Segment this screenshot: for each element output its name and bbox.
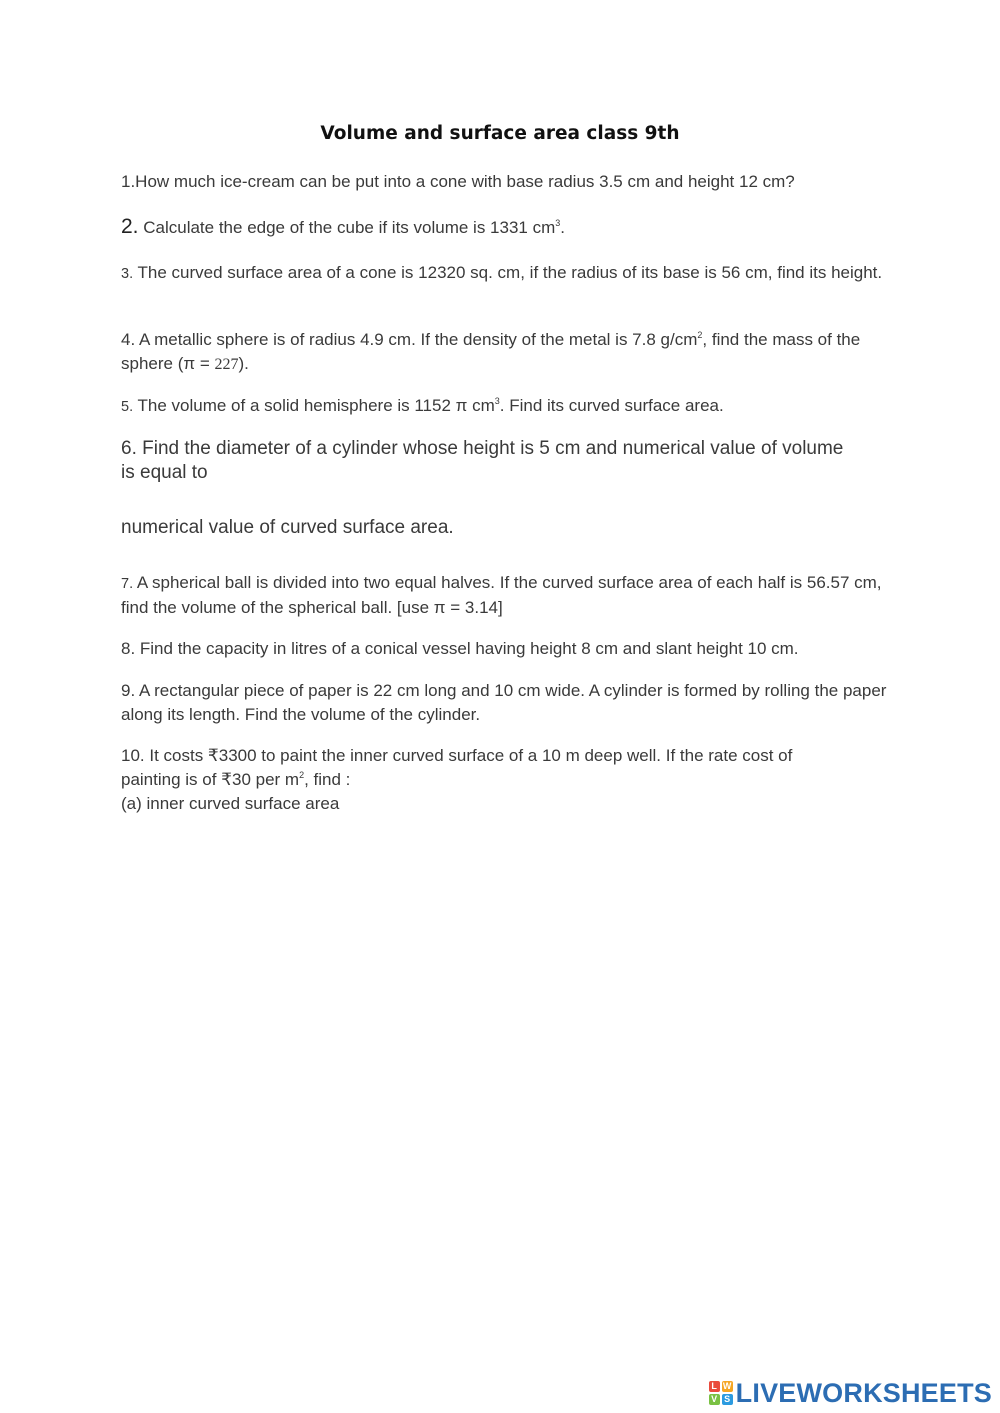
- question-4-end: ).: [238, 354, 249, 373]
- question-9-text: 9. A rectangular piece of paper is 22 cm long and 10 cm wide. A cylinder is formed by rolling the paper along its length. Find the volume of the cylinder.: [121, 681, 887, 724]
- logo-mark-tile: V: [709, 1394, 720, 1405]
- liveworksheets-logo: [709, 1378, 992, 1408]
- question-10: [121, 744, 891, 816]
- question-9: [121, 679, 891, 727]
- question-6-line-2: numerical value of curved surface area.: [121, 517, 454, 538]
- question-2: [121, 215, 891, 240]
- question-4: [121, 328, 891, 377]
- logo-mark-tile: S: [722, 1394, 733, 1405]
- question-2-end: .: [560, 218, 565, 237]
- question-3-number: 3.: [121, 266, 134, 282]
- question-10-line-2b: , find :: [304, 770, 351, 789]
- question-5-superscript: 3: [494, 396, 500, 406]
- question-6-line-1: 6. Find the diameter of a cylinder whose height is 5 cm and numerical value of volume is equal to: [121, 438, 844, 483]
- question-4-superscript: 2: [697, 330, 703, 340]
- question-7-text: A spherical ball is divided into two equal halves. If the curved surface area of each half is 56.57 cm, find the volume of the spherical ball. [use π = 3.14]: [121, 573, 882, 617]
- question-8: [121, 637, 891, 661]
- question-2-superscript: 3: [555, 218, 561, 228]
- question-6-continued: [121, 516, 891, 540]
- page-title: Volume and surface area class 9th: [320, 123, 680, 144]
- question-5-text: The volume of a solid hemisphere is 1152 π cm: [133, 396, 495, 415]
- logo-text: LIVEWORKSHEETS: [735, 1377, 992, 1408]
- question-4-text-2: , find the mass of the sphere (π =: [121, 330, 861, 373]
- logo-mark-tile: W: [722, 1381, 732, 1391]
- question-10-line-2: [121, 768, 891, 792]
- question-5-end: . Find its curved surface area.: [499, 396, 724, 415]
- question-3-text: The curved surface area of a cone is 12320 sq. cm, if the radius of its base is 56 cm, find its height.: [133, 263, 883, 282]
- question-5: [121, 394, 891, 419]
- question-3: [121, 261, 891, 286]
- question-1: [121, 170, 891, 194]
- question-10-line-2a: painting is of ₹30 per m: [121, 770, 300, 789]
- question-6: [121, 437, 851, 485]
- question-4-text: 4. A metallic sphere is of radius 4.9 cm. If the density of the metal is 7.8 g/cm: [121, 330, 698, 349]
- question-1-text: 1.How much ice-cream can be put into a cone with base radius 3.5 cm and height 12 cm?: [121, 172, 795, 191]
- logo-mark-icon: [709, 1381, 733, 1405]
- question-10-line-3: (a) inner curved surface area: [121, 794, 340, 813]
- question-8-text: 8. Find the capacity in litres of a conical vessel having height 8 cm and slant height 10 cm.: [121, 639, 799, 658]
- logo-mark-tile: L: [709, 1381, 720, 1392]
- question-10-line-1: 10. It costs ₹3300 to paint the inner curved surface of a 10 m deep well. If the rate cost of: [121, 746, 793, 765]
- question-7-number: 7.: [121, 576, 134, 592]
- question-5-number: 5.: [121, 399, 134, 415]
- question-4-fraction: 227: [214, 356, 239, 373]
- question-2-text: Calculate the edge of the cube if its volume is 1331 cm: [138, 218, 556, 237]
- question-10-superscript: 2: [299, 770, 305, 780]
- question-2-number: 2.: [121, 215, 139, 238]
- question-7: [121, 571, 891, 620]
